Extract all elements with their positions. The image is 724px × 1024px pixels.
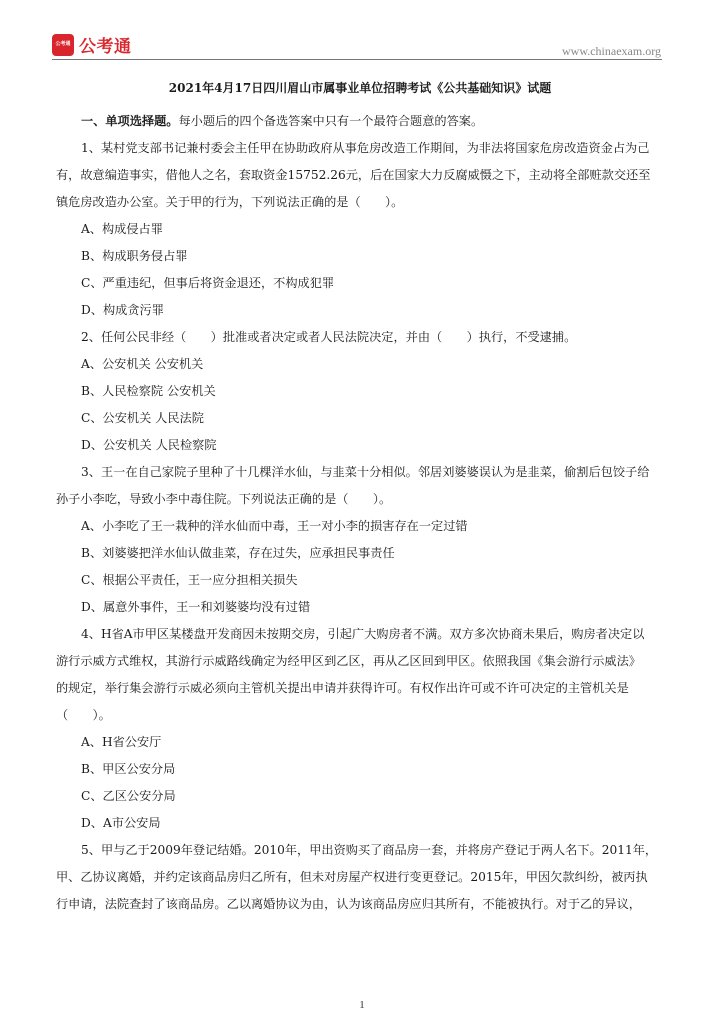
question-option: A、公安机关 公安机关 <box>81 357 204 371</box>
question-option: B、刘婆婆把洋水仙认做韭菜，存在过失，应承担民事责任 <box>81 546 395 560</box>
question-option: B、构成职务侵占罪 <box>81 249 188 263</box>
question-2 <box>56 324 664 459</box>
document-body <box>56 80 664 918</box>
question-4 <box>56 621 664 837</box>
question-line: 3、王一在自己家院子里种了十几棵洋水仙，与韭菜十分相似。邻居刘婆婆误认为是韭菜，偷割后包饺子给 <box>81 465 650 479</box>
question-option: D、构成贪污罪 <box>81 303 164 317</box>
logo-text: 公考通 <box>79 37 132 57</box>
question-line: 行申请，法院查封了该商品房。乙以离婚协议为由，认为该商品房应归其所有，不能被执行。对于乙的异议， <box>56 897 641 911</box>
question-option: C、根据公平责任，王一应分担相关损失 <box>81 573 298 587</box>
question-1 <box>56 135 664 324</box>
logo[interactable] <box>52 32 132 57</box>
question-option: A、H省公安厅 <box>81 735 162 749</box>
question-line: 游行示威方式维权，其游行示威路线确定为经甲区到乙区，再从乙区回到甲区。依照我国《集会游行示威法》 <box>56 654 641 668</box>
question-option: C、乙区公安分局 <box>81 789 176 803</box>
page-number: 1 <box>359 999 365 1011</box>
question-option: D、A市公安局 <box>81 816 161 830</box>
question-line: 2、任何公民非经（ ）批准或者决定或者人民法院决定，并由（ ）执行，不受逮捕。 <box>81 330 577 344</box>
page-header <box>0 0 724 62</box>
question-option: A、小李吃了王一栽种的洋水仙而中毒，王一对小李的损害存在一定过错 <box>81 519 468 533</box>
question-option: A、构成侵占罪 <box>81 222 163 236</box>
question-5 <box>56 837 664 918</box>
question-line: 1、某村党支部书记兼村委会主任甲在协助政府从事危房改造工作期间，为非法将国家危房改造资金占为己 <box>81 141 650 155</box>
question-line: 镇危房改造办公室。关于甲的行为，下列说法正确的是（ ）。 <box>56 195 404 209</box>
question-line: （ ）。 <box>56 708 111 722</box>
site-url-link[interactable]: www.chinaexam.org <box>562 44 661 58</box>
question-line: 有，故意编造事实，借他人之名，套取资金15752.26元，后在国家大力反腐威慑之下，主动将全部赃款交还至 <box>56 168 651 182</box>
question-option: D、公安机关 人民检察院 <box>81 438 217 452</box>
question-line: 的规定，举行集会游行示威必须向主管机关提出申请并获得许可。有权作出许可或不许可决定的主管机关是 <box>56 681 629 695</box>
question-line: 孙子小李吃，导致小李中毒住院。下列说法正确的是（ ）。 <box>56 492 392 506</box>
question-3 <box>56 459 664 621</box>
header-divider <box>52 59 662 60</box>
question-line: 4、H省A市甲区某楼盘开发商因未按期交房，引起广大购房者不满。双方多次协商未果后，购房者决定以 <box>81 627 645 641</box>
question-option: B、甲区公安分局 <box>81 762 176 776</box>
section-instruction: 每小题后的四个备选答案中只有一个最符合题意的答案。 <box>178 114 484 128</box>
section-heading <box>56 108 664 135</box>
question-option: D、属意外事件，王一和刘婆婆均没有过错 <box>81 600 311 614</box>
document-title: 2021年4月17日四川眉山市属事业单位招聘考试《公共基础知识》试题 <box>168 81 552 95</box>
question-option: C、公安机关 人民法院 <box>81 411 204 425</box>
question-option: C、严重违纪，但事后将资金退还，不构成犯罪 <box>81 276 335 290</box>
section-heading-label: 一、单项选择题。 <box>81 114 179 128</box>
question-line: 5、甲与乙于2009年登记结婚。2010年，甲出资购买了商品房一套，并将房产登记于两人名下。2011年， <box>81 843 658 857</box>
logo-badge-icon: 公考通 <box>52 34 74 56</box>
question-line: 甲、乙协议离婚，并约定该商品房归乙所有，但未对房屋产权进行变更登记。2015年，甲因欠款纠纷，被丙执 <box>56 870 648 884</box>
question-option: B、人民检察院 公安机关 <box>81 384 216 398</box>
